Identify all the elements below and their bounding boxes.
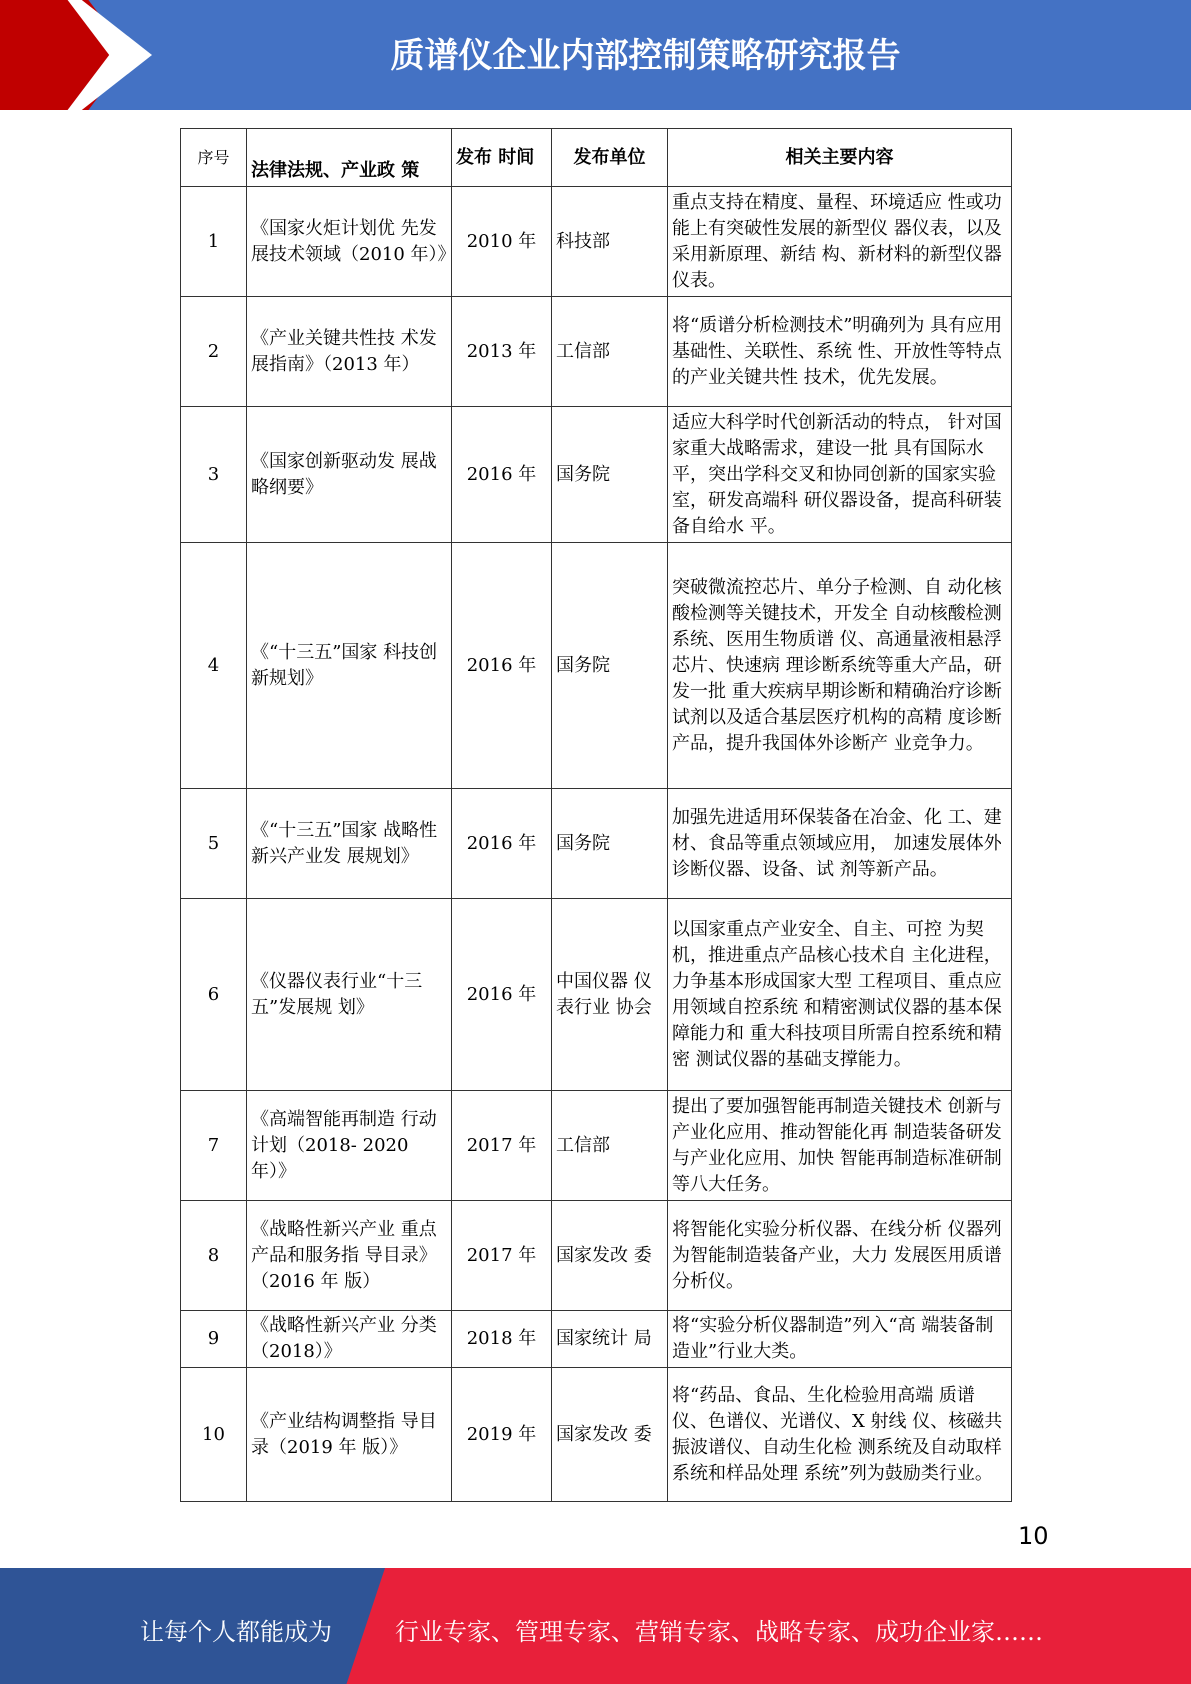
policy-table bbox=[180, 128, 1012, 1502]
cell-content: 将“质谱分析检测技术”明确列为 具有应用基础性、关联性、系统 性、开放性等特点的产业关键共性 技术，优先发展。 bbox=[668, 297, 1012, 407]
table-row bbox=[181, 297, 1012, 407]
cell-no: 1 bbox=[181, 187, 247, 297]
cell-law: 《“十三五”国家 战略性新兴产业发 展规划》 bbox=[247, 789, 452, 899]
table-row bbox=[181, 1368, 1012, 1502]
cell-content: 将智能化实验分析仪器、在线分析 仪器列为智能制造装备产业，大力 发展医用质谱分析仪。 bbox=[668, 1201, 1012, 1311]
cell-no: 2 bbox=[181, 297, 247, 407]
footer-right-text: 行业专家、管理专家、营销专家、战略专家、成功企业家…… bbox=[395, 1618, 1043, 1646]
cell-no: 7 bbox=[181, 1091, 247, 1201]
cell-date: 2016 年 bbox=[452, 789, 552, 899]
header-law: 法律法规、产业政 策 bbox=[247, 129, 452, 187]
cell-no: 9 bbox=[181, 1311, 247, 1368]
cell-content: 加强先进适用环保装备在冶金、化 工、建材、食品等重点领域应用， 加速发展体外诊断仪器、设备、试 剂等新产品。 bbox=[668, 789, 1012, 899]
table-row bbox=[181, 1201, 1012, 1311]
cell-unit: 国务院 bbox=[552, 543, 668, 789]
cell-content: 提出了要加强智能再制造关键技术 创新与产业化应用、推动智能化再 制造装备研发与产业化应用、加快 智能再制造标准研制等八大任务。 bbox=[668, 1091, 1012, 1201]
cell-law: 《战略性新兴产业 分类（2018）》 bbox=[247, 1311, 452, 1368]
cell-unit: 国家发改 委 bbox=[552, 1201, 668, 1311]
cell-unit: 工信部 bbox=[552, 297, 668, 407]
table-row bbox=[181, 899, 1012, 1091]
table-row bbox=[181, 407, 1012, 543]
cell-date: 2010 年 bbox=[452, 187, 552, 297]
table-row bbox=[181, 1091, 1012, 1201]
cell-content: 将“药品、食品、生化检验用高端 质谱仪、色谱仪、光谱仪、X 射线 仪、核磁共振波谱仪、自动生化检 测系统及自动取样系统和样品处理 系统”列为鼓励类行业。 bbox=[668, 1368, 1012, 1502]
cell-law: 《产业关键共性技 术发展指南》（2013 年） bbox=[247, 297, 452, 407]
footer-left-text: 让每个人都能成为 bbox=[140, 1618, 332, 1646]
header-content: 相关主要内容 bbox=[668, 129, 1012, 187]
table-row bbox=[181, 789, 1012, 899]
header-unit: 发布单位 bbox=[552, 129, 668, 187]
cell-no: 5 bbox=[181, 789, 247, 899]
cell-date: 2016 年 bbox=[452, 407, 552, 543]
cell-date: 2018 年 bbox=[452, 1311, 552, 1368]
cell-law: 《高端智能再制造 行动计划（2018- 2020 年）》 bbox=[247, 1091, 452, 1201]
cell-law: 《“十三五”国家 科技创新规划》 bbox=[247, 543, 452, 789]
page-title: 质谱仪企业内部控制策略研究报告 bbox=[390, 36, 901, 76]
footer-banner bbox=[0, 1568, 1191, 1684]
cell-date: 2016 年 bbox=[452, 543, 552, 789]
cell-law: 《仪器仪表行业“十三五”发展规 划》 bbox=[247, 899, 452, 1091]
table-row bbox=[181, 543, 1012, 789]
header-date: 发布 时间 bbox=[452, 129, 552, 187]
header-no: 序号 bbox=[181, 129, 247, 187]
cell-law: 《产业结构调整指 导目录（2019 年 版）》 bbox=[247, 1368, 452, 1502]
cell-date: 2017 年 bbox=[452, 1091, 552, 1201]
cell-date: 2017 年 bbox=[452, 1201, 552, 1311]
page-number: 10 bbox=[1018, 1522, 1049, 1550]
cell-content: 突破微流控芯片、单分子检测、自 动化核酸检测等关键技术，开发全 自动核酸检测系统、医用生物质谱 仪、高通量液相悬浮芯片、快速病 理诊断系统等重大产品，研发一批 重大疾病早期诊断和精确治疗诊断 试剂以及适合基层医疗机构的高精 度诊断产品，提升我国体外诊断产 业竞争力。 bbox=[668, 543, 1012, 789]
cell-date: 2016 年 bbox=[452, 899, 552, 1091]
cell-content: 重点支持在精度、量程、环境适应 性或功能上有突破性发展的新型仪 器仪表，以及采用新原理、新结 构、新材料的新型仪器仪表。 bbox=[668, 187, 1012, 297]
table-row bbox=[181, 187, 1012, 297]
cell-content: 适应大科学时代创新活动的特点， 针对国家重大战略需求，建设一批 具有国际水平，突出学科交叉和协同创新的国家实验室，研发高端科 研仪器设备，提高科研装备自给水 平。 bbox=[668, 407, 1012, 543]
cell-law: 《国家火炬计划优 先发展技术领域（2010 年）》 bbox=[247, 187, 452, 297]
cell-unit: 国务院 bbox=[552, 789, 668, 899]
table-row bbox=[181, 1311, 1012, 1368]
cell-no: 6 bbox=[181, 899, 247, 1091]
cell-unit: 中国仪器 仪表行业 协会 bbox=[552, 899, 668, 1091]
header-banner bbox=[0, 0, 1191, 110]
cell-unit: 工信部 bbox=[552, 1091, 668, 1201]
cell-no: 10 bbox=[181, 1368, 247, 1502]
cell-unit: 国家发改 委 bbox=[552, 1368, 668, 1502]
table-header-row bbox=[181, 129, 1012, 187]
cell-content: 将“实验分析仪器制造”列入“高 端装备制造业”行业大类。 bbox=[668, 1311, 1012, 1368]
cell-no: 8 bbox=[181, 1201, 247, 1311]
cell-unit: 科技部 bbox=[552, 187, 668, 297]
cell-date: 2013 年 bbox=[452, 297, 552, 407]
cell-law: 《国家创新驱动发 展战略纲要》 bbox=[247, 407, 452, 543]
cell-date: 2019 年 bbox=[452, 1368, 552, 1502]
cell-unit: 国务院 bbox=[552, 407, 668, 543]
cell-no: 4 bbox=[181, 543, 247, 789]
cell-law: 《战略性新兴产业 重点产品和服务指 导目录》（2016 年 版） bbox=[247, 1201, 452, 1311]
cell-no: 3 bbox=[181, 407, 247, 543]
cell-unit: 国家统计 局 bbox=[552, 1311, 668, 1368]
cell-content: 以国家重点产业安全、自主、可控 为契机，推进重点产品核心技术自 主化进程，力争基本形成国家大型 工程项目、重点应用领域自控系统 和精密测试仪器的基本保障能力和 重大科技项目所需自控系统和精密 测试仪器的基础支撑能力。 bbox=[668, 899, 1012, 1091]
